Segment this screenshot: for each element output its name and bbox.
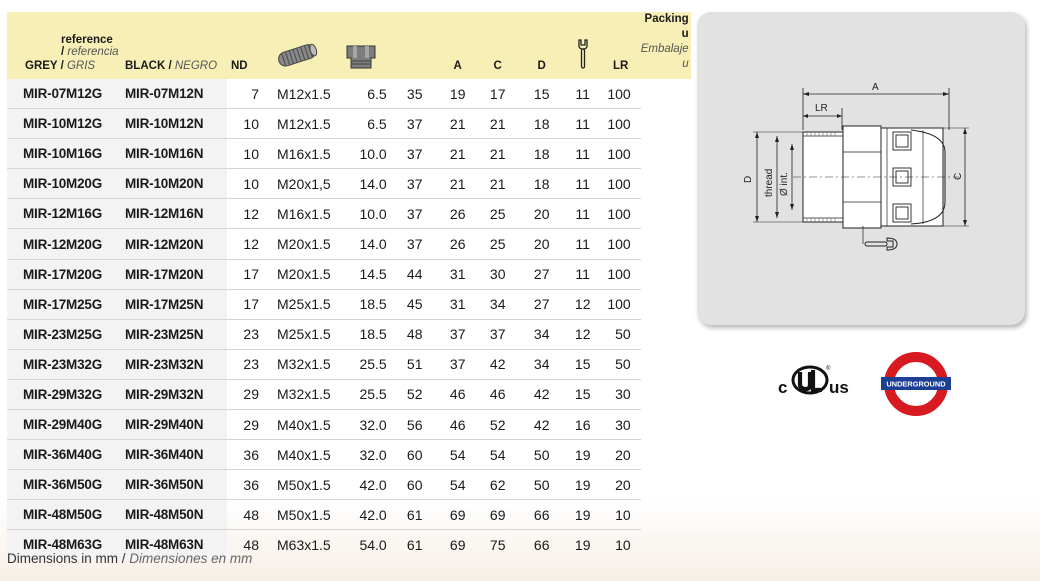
a-cell: 60 <box>391 470 439 500</box>
d-cell: 34 <box>477 289 519 319</box>
ref-black-cell: MIR-12M16N <box>119 199 227 229</box>
d-cell: 46 <box>477 379 519 409</box>
header-reference: reference / referencia <box>61 34 119 58</box>
c-cell: 26 <box>439 229 477 259</box>
c-cell: 31 <box>439 289 477 319</box>
label-d: D <box>743 175 754 183</box>
lr-cell: 11 <box>565 229 601 259</box>
packing-cell: 100 <box>601 109 641 139</box>
nd-cell: 7 <box>227 79 265 109</box>
svg-text:®: ® <box>826 366 831 372</box>
ref-black-cell: MIR-48M50N <box>119 500 227 530</box>
ref-black-cell: MIR-12M20N <box>119 229 227 259</box>
c-cell: 21 <box>439 169 477 199</box>
lr-cell: 19 <box>565 440 601 470</box>
packing-cell: 20 <box>601 470 641 500</box>
lr-cell: 11 <box>565 139 601 169</box>
ref-grey-cell: MIR-10M20G <box>7 169 119 199</box>
d-cell: 52 <box>477 410 519 440</box>
dint-cell: 32.0 <box>331 410 391 440</box>
thread-cell: M32x1.5 <box>265 349 331 379</box>
ref-black-cell: MIR-10M20N <box>119 169 227 199</box>
c-cell: 46 <box>439 379 477 409</box>
lr-cell: 11 <box>565 169 601 199</box>
nd-cell: 48 <box>227 500 265 530</box>
packing-cell: 20 <box>601 440 641 470</box>
table-row <box>7 259 691 289</box>
lr-cell: 19 <box>565 500 601 530</box>
header-packing: Packing u Embalaje u <box>641 12 691 79</box>
lr-cell: 16 <box>565 410 601 440</box>
d-cell: 21 <box>477 109 519 139</box>
header-d: D <box>519 12 565 79</box>
ref-black-cell: MIR-29M32N <box>119 379 227 409</box>
dint-cell: 54.0 <box>359 536 387 553</box>
d-cell: 17 <box>477 79 519 109</box>
dint-cell: 32.0 <box>331 440 391 470</box>
nd-cell: 10 <box>227 169 265 199</box>
a-cell: 60 <box>391 440 439 470</box>
dint-cell: 25.5 <box>331 349 391 379</box>
table-row <box>7 169 691 199</box>
packing-cell: 10 <box>601 500 641 530</box>
table-row <box>7 139 691 169</box>
thread-cell: M50x1.5 <box>265 470 331 500</box>
dint-cell: 10.0 <box>331 139 391 169</box>
d-cell: 25 <box>477 229 519 259</box>
dint-cell: 18.5 <box>331 319 391 349</box>
table-row <box>7 199 691 229</box>
packing-cell: 30 <box>601 410 641 440</box>
table-row <box>7 379 691 409</box>
nut-icon <box>343 42 379 70</box>
dint-cell: 14.0 <box>331 169 391 199</box>
nd-cell: 29 <box>227 379 265 409</box>
ref-grey-cell: MIR-23M32G <box>7 349 119 379</box>
d-cell: 54 <box>477 440 519 470</box>
wrench-cell: 18 <box>519 109 565 139</box>
a-cell: 44 <box>391 259 439 289</box>
ref-grey-cell: MIR-10M12G <box>7 109 119 139</box>
a-cell: 37 <box>391 199 439 229</box>
table-row <box>7 289 691 319</box>
d-cell: 21 <box>477 169 519 199</box>
c-cell: 54 <box>439 470 477 500</box>
packing-cell: 30 <box>601 379 641 409</box>
nd-cell: 17 <box>227 259 265 289</box>
dint-cell: 42.0 <box>331 500 391 530</box>
dimensions-note: Dimensions in mm / Dimensiones en mm <box>7 551 253 566</box>
header-nut <box>331 12 391 79</box>
table-row <box>7 79 691 109</box>
ref-black-cell: MIR-07M12N <box>119 79 227 109</box>
table-row <box>7 109 691 139</box>
ref-grey-cell: MIR-36M50G <box>7 470 119 500</box>
packing-cell: 50 <box>601 319 641 349</box>
fitting-thread-icon <box>274 40 322 70</box>
dint-cell: 6.5 <box>331 79 391 109</box>
thread-cell: M63x1.5 <box>277 536 331 553</box>
thread-cell: M20x1.5 <box>265 229 331 259</box>
a-cell: 56 <box>391 410 439 440</box>
wrench-cell: 18 <box>519 139 565 169</box>
nd-cell: 48 <box>243 536 259 553</box>
wrench-cell: 27 <box>519 259 565 289</box>
wrench-cell: 34 <box>519 319 565 349</box>
packing-cell: 100 <box>601 289 641 319</box>
ref-black-cell: MIR-29M40N <box>119 410 227 440</box>
packing-cell: 100 <box>601 229 641 259</box>
a-cell: 37 <box>391 229 439 259</box>
thread-cell: M16x1.5 <box>265 139 331 169</box>
dint-cell: 18.5 <box>331 289 391 319</box>
header-black: BLACK / NEGRO <box>119 12 227 79</box>
ref-grey-cell: MIR-29M40G <box>7 410 119 440</box>
nd-cell: 10 <box>227 109 265 139</box>
dint-cell: 6.5 <box>331 109 391 139</box>
thread-cell: M40x1.5 <box>265 410 331 440</box>
d-cell: 25 <box>477 199 519 229</box>
header-wrench <box>565 12 601 79</box>
ref-grey-cell: MIR-48M63G <box>7 530 119 560</box>
wrench-icon <box>576 38 590 70</box>
d-cell: 21 <box>477 139 519 169</box>
a-cell: 61 <box>406 536 423 553</box>
ref-black-cell: MIR-48M63N <box>119 530 227 560</box>
fitting-dimension-drawing <box>697 12 1025 325</box>
label-dint: Ø int. <box>779 172 790 196</box>
ref-grey-cell: MIR-07M12G <box>7 79 119 109</box>
ref-black-cell: MIR-17M20N <box>119 259 227 289</box>
dint-cell: 14.0 <box>331 229 391 259</box>
ref-black-cell: MIR-36M40N <box>119 440 227 470</box>
c-cell: 37 <box>439 349 477 379</box>
spec-table-body <box>7 79 691 560</box>
ref-grey-cell: MIR-48M50G <box>7 500 119 530</box>
ref-grey-cell: MIR-10M16G <box>7 139 119 169</box>
header-grey: reference / referencia GREY / GRIS <box>7 12 119 79</box>
svg-text:UNDERGROUND: UNDERGROUND <box>886 379 946 389</box>
wrench-cell: 18 <box>519 169 565 199</box>
label-thread: thread <box>764 168 775 197</box>
a-cell: 37 <box>391 139 439 169</box>
ref-black-cell: MIR-36M50N <box>119 470 227 500</box>
label-lr: LR <box>815 103 828 114</box>
a-cell: 51 <box>391 349 439 379</box>
thread-cell: M20x1.5 <box>265 259 331 289</box>
dint-cell: 25.5 <box>331 379 391 409</box>
ref-grey-cell: MIR-12M20G <box>7 229 119 259</box>
c-cell: 37 <box>439 319 477 349</box>
lr-cell: 19 <box>574 536 591 553</box>
header-a: A <box>439 12 477 79</box>
lr-cell: 11 <box>565 109 601 139</box>
packing-cell: 100 <box>601 199 641 229</box>
dint-cell: 10.0 <box>331 199 391 229</box>
ref-black-cell: MIR-23M25N <box>119 319 227 349</box>
d-cell: 75 <box>489 536 506 553</box>
ref-black-cell: MIR-23M32N <box>119 349 227 379</box>
packing-cell: 100 <box>601 169 641 199</box>
thread-cell: M50x1.5 <box>265 500 331 530</box>
a-cell: 61 <box>391 500 439 530</box>
lr-cell: 12 <box>565 319 601 349</box>
wrench-cell: 66 <box>533 536 550 553</box>
nd-cell: 12 <box>227 229 265 259</box>
d-cell: 62 <box>477 470 519 500</box>
lr-cell: 11 <box>565 79 601 109</box>
nd-cell: 23 <box>227 319 265 349</box>
ref-black-cell: MIR-17M25N <box>119 289 227 319</box>
ref-black-cell: MIR-10M12N <box>119 109 227 139</box>
ref-grey-cell: MIR-23M25G <box>7 319 119 349</box>
spec-table <box>7 12 691 560</box>
header-lr: LR <box>601 12 641 79</box>
packing-cell: 100 <box>601 259 641 289</box>
thread-cell: M40x1.5 <box>265 440 331 470</box>
table-row <box>7 470 691 500</box>
d-cell: 69 <box>477 500 519 530</box>
a-cell: 48 <box>391 319 439 349</box>
wrench-cell: 27 <box>519 289 565 319</box>
header-c: C <box>477 12 519 79</box>
ref-grey-cell: MIR-17M20G <box>7 259 119 289</box>
packing-cell: 10 <box>615 536 631 553</box>
wrench-cell: 42 <box>519 379 565 409</box>
table-row <box>7 440 691 470</box>
c-cell: 69 <box>439 500 477 530</box>
ref-grey-cell: MIR-29M32G <box>7 379 119 409</box>
lr-cell: 11 <box>565 199 601 229</box>
thread-cell: M25x1.5 <box>265 289 331 319</box>
packing-cell: 100 <box>601 139 641 169</box>
table-row <box>7 410 691 440</box>
nd-cell: 29 <box>227 410 265 440</box>
header-dint <box>391 12 439 79</box>
wrench-cell: 66 <box>519 500 565 530</box>
c-cell: 54 <box>439 440 477 470</box>
svg-text:us: us <box>829 378 849 397</box>
underground-roundel-logo <box>880 350 952 423</box>
dint-cell: 42.0 <box>331 470 391 500</box>
packing-cell: 50 <box>601 349 641 379</box>
a-cell: 52 <box>391 379 439 409</box>
c-cell: 69 <box>449 536 466 553</box>
wrench-icon <box>865 238 897 250</box>
wrench-cell: 15 <box>519 79 565 109</box>
label-a: A <box>872 82 879 93</box>
nd-cell: 10 <box>227 139 265 169</box>
ref-black-cell: MIR-10M16N <box>119 139 227 169</box>
lr-cell: 12 <box>565 289 601 319</box>
table-row <box>7 349 691 379</box>
thread-cell: M20x1,5 <box>265 169 331 199</box>
nd-cell: 12 <box>227 199 265 229</box>
thread-cell: M32x1.5 <box>265 379 331 409</box>
c-cell: 19 <box>439 79 477 109</box>
table-row <box>7 229 691 259</box>
label-c: C <box>953 172 964 180</box>
lr-cell: 19 <box>565 470 601 500</box>
svg-text:c: c <box>778 378 788 397</box>
nd-cell: 36 <box>227 470 265 500</box>
lr-cell: 15 <box>565 379 601 409</box>
wrench-cell: 42 <box>519 410 565 440</box>
wrench-cell: 34 <box>519 349 565 379</box>
ref-grey-cell: MIR-36M40G <box>7 440 119 470</box>
a-cell: 45 <box>391 289 439 319</box>
dint-cell: 14.5 <box>331 259 391 289</box>
thread-cell: M25x1.5 <box>265 319 331 349</box>
c-cell: 21 <box>439 139 477 169</box>
table-row <box>7 500 691 530</box>
header-thread <box>265 12 331 79</box>
table-row <box>7 319 691 349</box>
header-nd: ND <box>227 12 265 79</box>
thread-cell: M12x1.5 <box>265 79 331 109</box>
thread-cell: M12x1.5 <box>265 109 331 139</box>
d-cell: 42 <box>477 349 519 379</box>
c-cell: 21 <box>439 109 477 139</box>
d-cell: 30 <box>477 259 519 289</box>
packing-cell: 100 <box>601 79 641 109</box>
thread-cell: M16x1.5 <box>265 199 331 229</box>
lr-cell: 11 <box>565 259 601 289</box>
ref-grey-cell: MIR-17M25G <box>7 289 119 319</box>
ul-certification-logo <box>776 360 866 405</box>
table-header-row <box>7 12 691 79</box>
wrench-cell: 20 <box>519 199 565 229</box>
nd-cell: 36 <box>227 440 265 470</box>
c-cell: 26 <box>439 199 477 229</box>
d-cell: 37 <box>477 319 519 349</box>
lr-cell: 15 <box>565 349 601 379</box>
ref-grey-cell: MIR-12M16G <box>7 199 119 229</box>
nd-cell: 23 <box>227 349 265 379</box>
wrench-cell: 50 <box>519 470 565 500</box>
nd-cell: 17 <box>227 289 265 319</box>
dimension-diagram-card <box>697 12 1025 325</box>
wrench-cell: 50 <box>519 440 565 470</box>
c-cell: 46 <box>439 410 477 440</box>
wrench-cell: 20 <box>519 229 565 259</box>
a-cell: 37 <box>391 169 439 199</box>
a-cell: 37 <box>391 109 439 139</box>
c-cell: 31 <box>439 259 477 289</box>
a-cell: 35 <box>391 79 439 109</box>
